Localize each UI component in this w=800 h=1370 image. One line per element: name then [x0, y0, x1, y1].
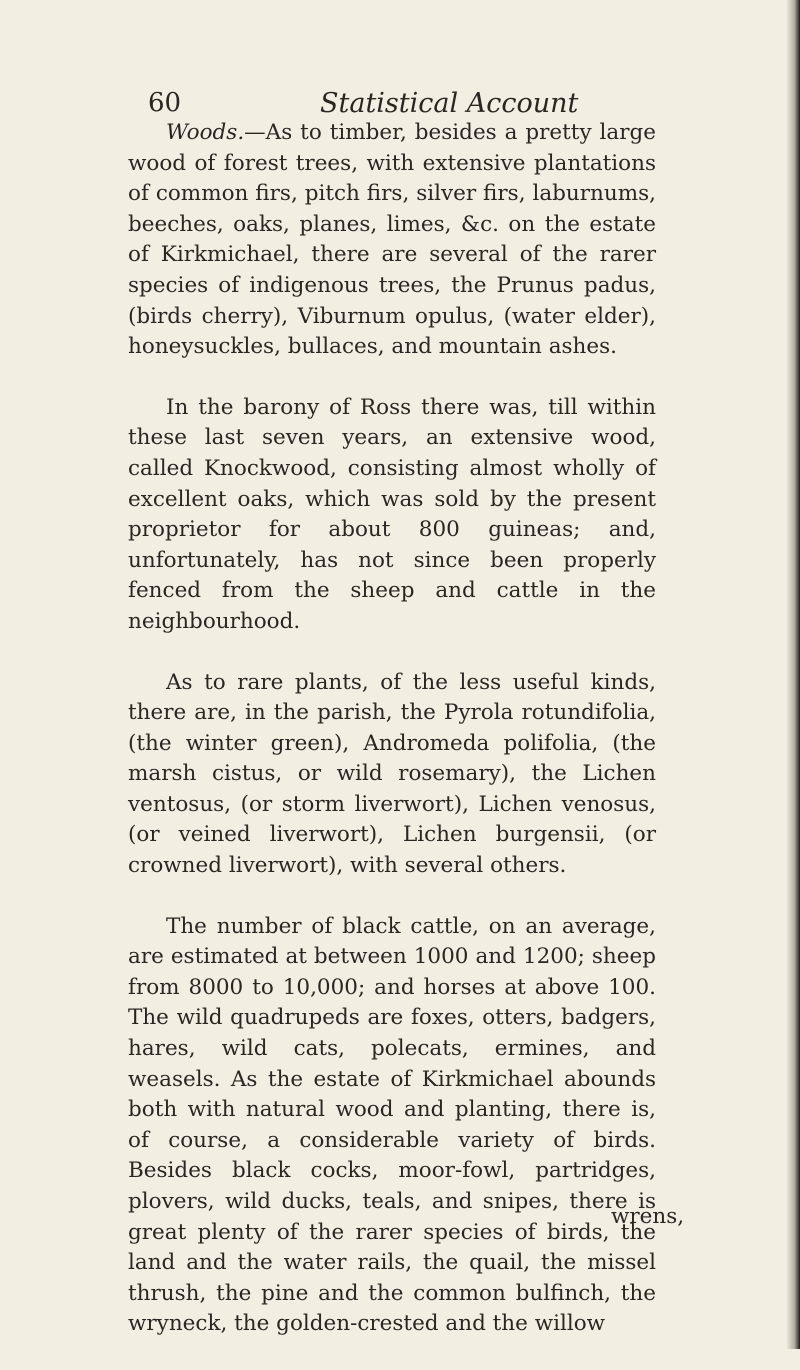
page-edge-shadow — [786, 0, 800, 1349]
paragraph-text: The number of black cattle, on an average, are estimated at between 1000 and 1200; sheep from 8000 to 10,000; and horses at above 100. The wild quadrupeds are foxes, otters, badgers, hares, wild cats, polecats, ermines, and weasels. As the estate of Kirkmichael abounds both with natural wood and planting, there is, of course, a considerable variety of birds. Besides black cocks, moor-fowl, partridges, plovers, wild ducks, teals, and snipes, there is great plenty of the rarer species of birds, the land and the water rails, the quail, the missel thrush, the pine and the common bulfinch, the wryneck, the golden-crested and the willow — [128, 913, 656, 1337]
paragraph-barony-of-ross — [128, 393, 656, 638]
running-title: Statistical Account — [320, 88, 579, 119]
paragraph-woods — [128, 118, 656, 363]
catchword: wrens, — [611, 1204, 685, 1229]
paragraph-text: As to rare plants, of the less useful kinds, there are, in the parish, the Pyrola rotundifolia, (the winter green), Andromeda polifolia, (the marsh cistus, or wild rosemary), the Lichen ventosus, (or storm liverwort), Lichen venosus, (or veined liverwort), Lichen burgensii, (or crowned liverwort), with several others. — [128, 669, 656, 879]
paragraph-text: In the barony of Ross there was, till within these last seven years, an extensive wood, called Knockwood, consisting almost wholly of excellent oaks, which was sold by the present proprietor for about 800 guineas; and, unfortunately, has not since been properly fenced from the sheep and cattle in the neighbourhood. — [128, 394, 656, 634]
paragraph-animals-and-birds — [128, 912, 656, 1340]
section-heading-woods: Woods. — [166, 120, 245, 145]
paragraph-rare-plants — [128, 668, 656, 882]
paragraph-text: —As to timber, besides a pretty large wood of forest trees, with extensive plantations of common firs, pitch firs, silver firs, laburnums, beeches, oaks, planes, limes, &c. on the estate of Kirkmichael, there are several of the rarer species of indigenous trees, the Prunus padus, (birds cherry), Viburnum opulus, (water elder), honeysuckles, bullaces, and mountain ashes. — [128, 120, 656, 360]
page-number: 60 — [148, 88, 182, 118]
body-text — [128, 118, 656, 1370]
